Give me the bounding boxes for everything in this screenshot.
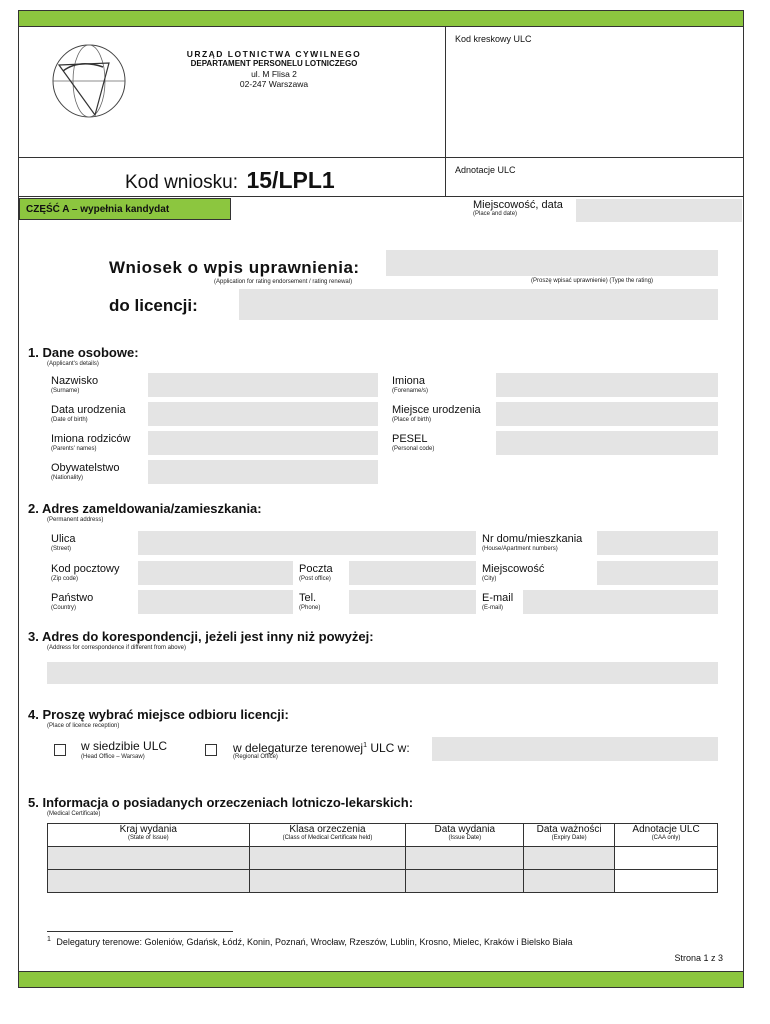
s3-title: 3. Adres do korespondencji, jeżeli jest inny niż powyżej: — [28, 629, 374, 644]
zip-en: (Zip code) — [51, 576, 79, 582]
email-field[interactable] — [523, 590, 718, 614]
email-label: E-mail — [482, 592, 514, 604]
barcode-label: Kod kreskowy ULC — [455, 34, 532, 44]
issue-date-cell[interactable] — [406, 847, 524, 870]
table-row — [48, 870, 718, 893]
office-name: URZĄD LOTNICTWA CYWILNEGO — [186, 49, 362, 59]
correspondence-field[interactable] — [47, 662, 718, 684]
place-date-en: (Place and date) — [473, 211, 518, 217]
zip-label: Kod pocztowy — [51, 563, 120, 575]
parents-en: (Parents' names) — [51, 446, 97, 452]
ulc-logo-icon — [49, 41, 129, 121]
col-class: Klasa orzeczenia (Class of Medical Certificate held) — [249, 824, 406, 847]
s1-title-en: (Applicant's details) — [47, 361, 99, 367]
zip-field-2[interactable] — [213, 561, 293, 585]
house-field[interactable] — [597, 531, 718, 555]
regional-office-tail: ULC w: — [370, 741, 410, 755]
nationality-en: (Nationality) — [51, 475, 84, 481]
dob-en: (Date of birth) — [51, 417, 88, 423]
class-cell[interactable] — [249, 847, 406, 870]
page-number: Strona 1 z 3 — [674, 953, 723, 963]
head-office-label: w siedzibie ULC — [81, 739, 168, 753]
form-code-value: 15/LPL1 — [246, 167, 335, 193]
forenames-label: Imiona — [392, 375, 426, 387]
part-a-badge: CZĘŚĆ A – wypełnia kandydat — [19, 198, 231, 220]
city-en: (City) — [482, 576, 497, 582]
header-box — [19, 27, 743, 197]
pob-label: Miejsce urodzenia — [392, 404, 481, 416]
medical-table — [47, 823, 718, 893]
issue-date-cell[interactable] — [406, 870, 524, 893]
state-cell[interactable] — [48, 847, 250, 870]
nationality-label: Obywatelstwo — [51, 462, 120, 474]
header-hline — [19, 157, 743, 158]
office-department: DEPARTAMENT PERSONELU LOTNICZEGO — [190, 59, 358, 68]
street-en: (Street) — [51, 546, 72, 552]
street-label: Ulica — [51, 533, 76, 545]
medical-header-row — [48, 824, 718, 847]
email-en: (E-mail) — [482, 605, 503, 611]
forenames-field[interactable] — [496, 373, 718, 397]
zip-field-1[interactable] — [138, 561, 222, 585]
bottom-green-bar — [19, 971, 743, 987]
phone-label: Tel. — [299, 592, 317, 604]
regional-office-en: (Regional Office) — [233, 754, 278, 760]
s2-title-en: (Permanent address) — [47, 517, 104, 523]
footnote-ref: 1 — [363, 742, 367, 749]
expiry-date-cell[interactable] — [524, 847, 615, 870]
country-label: Państwo — [51, 592, 94, 604]
head-office-checkbox[interactable] — [54, 744, 66, 756]
table-row — [48, 847, 718, 870]
city-label: Miejscowość — [482, 563, 545, 575]
pesel-en: (Personal code) — [392, 446, 435, 452]
office-street: ul. M Flisa 2 — [251, 69, 297, 79]
dob-field[interactable] — [148, 402, 378, 426]
s4-title: 4. Proszę wybrać miejsce odbioru licencji: — [28, 707, 289, 722]
house-label: Nr domu/mieszkania — [482, 533, 583, 545]
footnote-mark: 1 — [47, 936, 51, 943]
title-rating-en: (Application for rating endorsement / rating renewal) — [214, 279, 353, 285]
pesel-label: PESEL — [392, 433, 428, 445]
footnote-text: Delegatury terenowe: Goleniów, Gdańsk, Łódź, Konin, Poznań, Wrocław, Rzeszów, Lublin, Krosno, Mielec, Kraków i Bielsko Biała — [56, 937, 573, 947]
surname-field[interactable] — [148, 373, 378, 397]
surname-en: (Surname) — [51, 388, 80, 394]
s1-title: 1. Dane osobowe: — [28, 345, 139, 360]
licence-field[interactable] — [239, 289, 718, 320]
country-field[interactable] — [138, 590, 293, 614]
regional-office-field[interactable] — [432, 737, 718, 761]
caa-cell — [615, 870, 718, 893]
s5-title: 5. Informacja o posiadanych orzeczeniach lotniczo-lekarskich: — [28, 795, 414, 810]
pob-field[interactable] — [496, 402, 718, 426]
col-caa: Adnotacje ULC (CAA only) — [615, 824, 718, 847]
footnote-rule — [47, 931, 233, 932]
office-city: 02-247 Warszawa — [239, 79, 309, 89]
place-date-label: Miejscowość, data — [473, 199, 563, 211]
caa-cell — [615, 847, 718, 870]
col-issue-date: Data wydania (Issue Date) — [406, 824, 524, 847]
post-label: Poczta — [299, 563, 333, 575]
col-state: Kraj wydania (State of Issue) — [48, 824, 250, 847]
forenames-en: (Forename/s) — [392, 388, 429, 394]
pesel-field[interactable] — [496, 431, 718, 455]
dob-label: Data urodzenia — [51, 404, 126, 416]
head-office-en: (Head Office – Warsaw) — [81, 754, 145, 760]
s3-title-en: (Address for correspondence if different from above) — [47, 645, 186, 651]
post-field[interactable] — [349, 561, 476, 585]
post-en: (Post office) — [299, 576, 331, 582]
rating-field[interactable] — [386, 250, 718, 276]
city-field[interactable] — [597, 561, 718, 585]
parents-label: Imiona rodziców — [51, 433, 131, 445]
class-cell[interactable] — [249, 870, 406, 893]
rating-hint: (Proszę wpisać uprawnienie) (Type the rating) — [531, 278, 654, 284]
header-divider — [445, 27, 446, 197]
expiry-date-cell[interactable] — [524, 870, 615, 893]
surname-label: Nazwisko — [51, 375, 99, 387]
nationality-field[interactable] — [148, 460, 378, 484]
country-en: (Country) — [51, 605, 77, 611]
s2-title: 2. Adres zameldowania/zamieszkania: — [28, 501, 262, 516]
pob-en: (Place of birth) — [392, 417, 432, 423]
regional-office-checkbox[interactable] — [205, 744, 217, 756]
regional-office-text: w delegaturze terenowej — [233, 741, 364, 755]
house-en: (House/Apartment numbers) — [482, 546, 558, 552]
s4-title-en: (Place of licence reception) — [47, 723, 120, 729]
col-expiry-date: Data ważności (Expiry Date) — [524, 824, 615, 847]
street-field[interactable] — [138, 531, 476, 555]
footnote — [47, 936, 573, 947]
parents-field[interactable] — [148, 431, 378, 455]
form-code-label: Kod wniosku: — [125, 172, 239, 193]
s5-title-en: (Medical Certificate) — [47, 811, 101, 817]
phone-en: (Phone) — [299, 605, 321, 611]
title-rating: Wniosek o wpis uprawnienia: — [109, 258, 360, 277]
form-page — [18, 10, 744, 988]
state-cell[interactable] — [48, 870, 250, 893]
phone-field[interactable] — [349, 590, 476, 614]
title-licence: do licencji: — [109, 296, 198, 315]
annotations-label: Adnotacje ULC — [455, 165, 516, 175]
place-date-field[interactable] — [576, 199, 742, 222]
regional-office-label — [233, 740, 410, 754]
top-green-bar — [19, 11, 743, 27]
